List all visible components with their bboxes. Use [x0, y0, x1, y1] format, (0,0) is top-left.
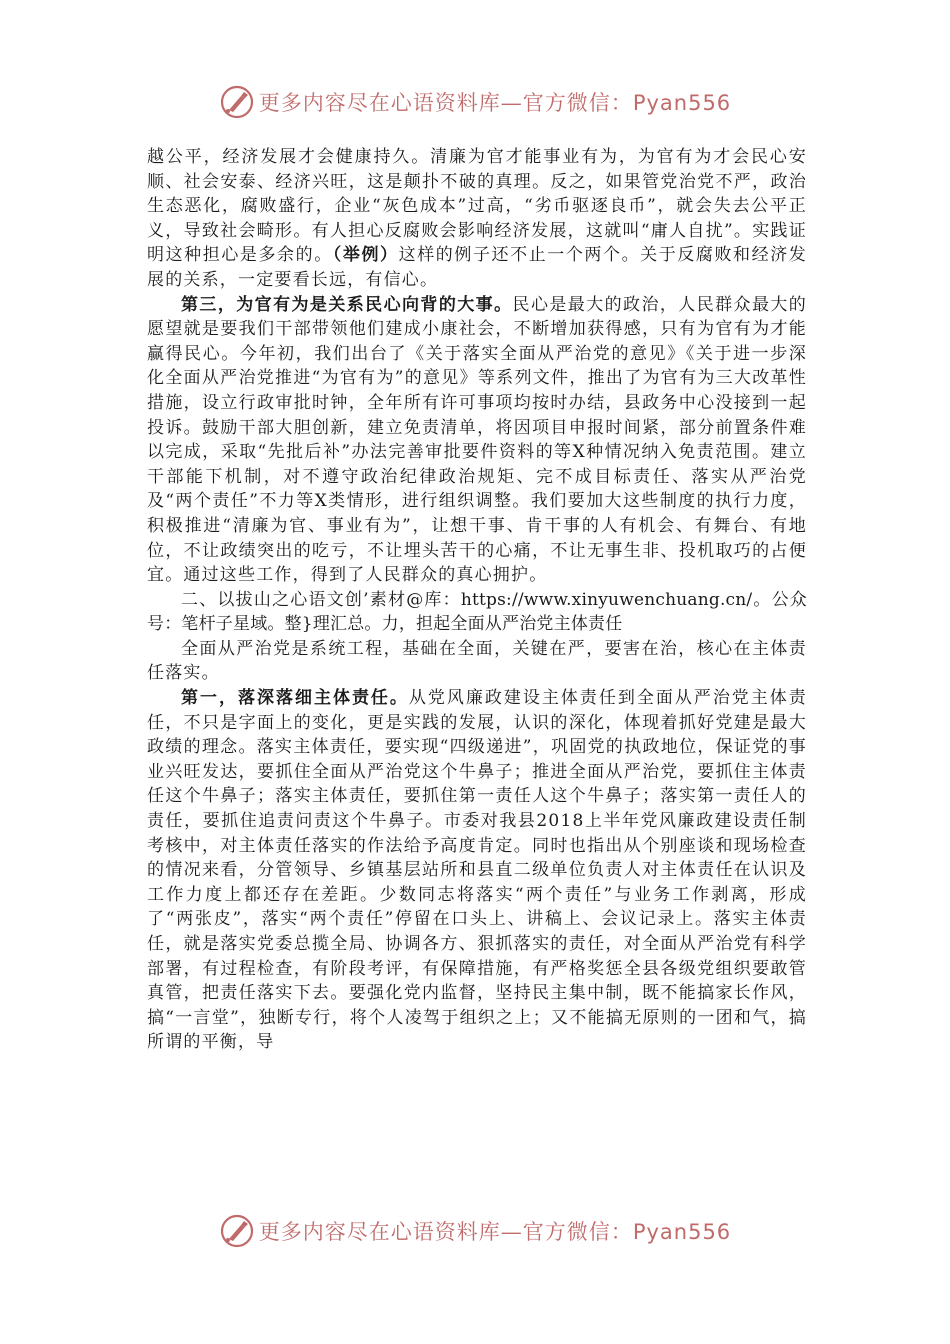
paragraph: 第一，落深落细主体责任。从党风廉政建设主体责任到全面从严治党主体责任，不只是字面上的变化，更是实践的发展，认识的深化，体现着抓好党建是最大政绩的理念。落实主体责任，要实现“四级递进”，巩固党的执政地位，保证党的事业兴旺发达，要抓住全面从严治党这个牛鼻子；推进全面从严治党，要抓住主体责任这个牛鼻子；落实主体责任，要抓住第一责任人这个牛鼻子；落实第一责任人的责任，要抓住追责问责这个牛鼻子。市委对我县2018上半年党风廉政建设责任制考核中，对主体责任落实的作法给予高度肯定。同时也指出从个别座谈和现场检查的情况来看，分管领导、乡镇基层站所和县直二级单位负责人对主体责任在认识及工作力度上都还存在差距。少数同志将落实“两个责任”与业务工作剥离，形成了“两张皮”，落实“两个责任”停留在口头上、讲稿上、会议记录上。落实主体责任，就是落实党委总揽全局、协调各方、狠抓落实的责任，对全面从严治党有科学部署，有过程检查，有阶段考评，有保障措施，有严格奖惩全县各级党组织要敢管真管，把责任落实下去。要强化党内监督，坚持民主集中制，既不能搞家长作风，搞“一言堂”，独断专行，将个人凌驾于组织之上；又不能搞无原则的一团和气，搞所谓的平衡，导	[147, 688, 807, 1053]
section-title: 二、以拔山之心语文创’素材@库：https://www.xinyuwenchuang.cn/。公众号：笔杆子星域。整}理汇总。力，担起全面从严治党主体责任	[147, 589, 807, 635]
paragraph: 第三，为官有为是关系民心向背的大事。民心是最大的政治，人民群众最大的愿望就是要我们干部带领他们建成小康社会，不断增加获得感，只有为官有为才能赢得民心。今年初，我们出台了《关于落实全面从严治党的意见》《关于进一步深化全面从严治党推进“为官有为”的意见》等系列文件，推出了为官有为三大改革性措施，设立行政审批时钟，全年所有许可事项均按时办结，县政务中心没接到一起投诉。鼓励干部大胆创新，建立免责清单，将因项目申报时间紧，部分前置条件难以完成，采取“先批后补”办法完善审批要件资料的等X种情况纳入免责范围。建立干部能下机制，对不遵守政治纪律政治规矩、完不成目标责任、落实从严治党及“两个责任”不力等X类情形，进行组织调整。我们要加大这些制度的执行力度，积极推进“清廉为官、事业有为”，让想干事、肯干事的人有机会、有舞台、有地位，不让政绩突出的吃亏，不让埋头苦干的心痛，不让无事生非、投机取巧的占便宜。通过这些工作，得到了人民群众的真心拥护。	[147, 294, 807, 586]
pen-nib-logo-icon	[219, 1213, 255, 1249]
section-heading: 第一，落深落细主体责任。	[181, 688, 409, 709]
section-heading: 第三，为官有为是关系民心向背的大事。	[181, 294, 513, 315]
footer-banner	[0, 1211, 950, 1251]
paragraph: 越公平，经济发展才会健康持久。清廉为官才能事业有为，为官有为才会民心安顺、社会安泰、经济兴旺，这是颠扑不破的真理。反之，如果管党治党不严，政治生态恶化，腐败盛行，企业“灰色成本”过高，“劣币驱逐良币”，就会失去公平正义，导致社会畸形。有人担心反腐败会影响经济发展，这就叫“庸人自扰”。实践证明这种担心是多余的。（举例）这样的例子还不止一个两个。关于反腐败和经济发展的关系，一定要看长远，有信心。	[147, 147, 807, 290]
banner-text: 更多内容尽在心语资料库—官方微信：Pyan556	[258, 91, 732, 115]
banner-text: 更多内容尽在心语资料库—官方微信：Pyan556	[258, 1220, 732, 1244]
paragraph: 全面从严治党是系统工程，基础在全面，关键在严，要害在治，核心在主体责任落实。	[147, 638, 807, 684]
document-body	[147, 145, 807, 1055]
header-banner	[0, 82, 950, 122]
pen-nib-logo-icon	[219, 84, 255, 120]
